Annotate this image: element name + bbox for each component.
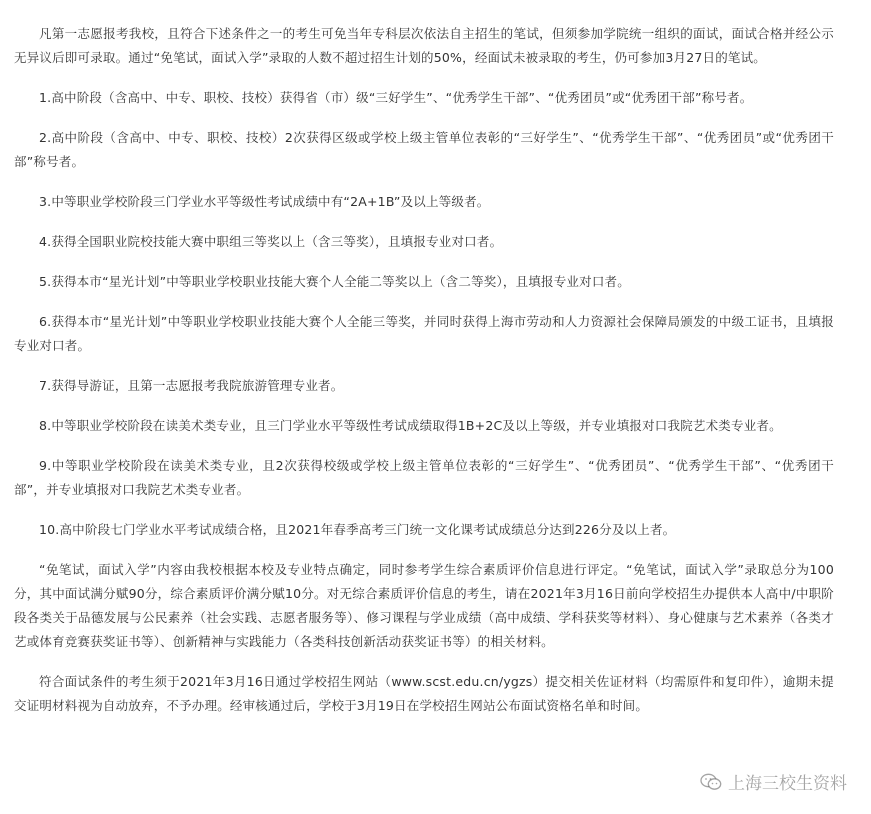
condition-item-7: 7.获得导游证，且第一志愿报考我院旅游管理专业者。 (39, 378, 344, 393)
condition-item-2: 2.高中阶段（含高中、中专、职校、技校）2次获得区级或学校上级主管单位表彰的“三好学生”、“优秀学生干部”、“优秀团员”或“优秀团干部”称号者。 (14, 130, 834, 169)
condition-item-9: 9.中等职业学校阶段在读美术类专业，且2次获得校级或学校上级主管单位表彰的“三好学生”、“优秀团员”、“优秀学生干部”、“优秀团干部”，并专业填报对口我院艺术类专业者。 (14, 458, 834, 497)
condition-item-6: 6.获得本市“星光计划”中等职业学校职业技能大赛个人全能三等奖，并同时获得上海市劳动和人力资源社会保障局颁发的中级工证书，且填报专业对口者。 (14, 314, 834, 353)
wechat-icon (700, 773, 722, 791)
condition-item-3: 3.中等职业学校阶段三门学业水平等级性考试成绩中有“2A+1B”及以上等级者。 (39, 194, 490, 209)
watermark (700, 769, 847, 794)
condition-item-4: 4.获得全国职业院校技能大赛中职组三等奖以上（含三等奖），且填报专业对口者。 (39, 234, 503, 249)
article-body (14, 22, 834, 734)
submission-paragraph: 符合面试条件的考生须于2021年3月16日通过学校招生网站（www.scst.edu.cn/ygzs）提交相关佐证材料（均需原件和复印件），逾期未提交证明材料视为自动放弃，不予办理。经审核通过后，学校于3月19日在学校招生网站公布面试资格名单和时间。 (14, 674, 834, 713)
watermark-text: 上海三校生资料 (728, 774, 847, 794)
condition-item-8: 8.中等职业学校阶段在读美术类专业，且三门学业水平等级性考试成绩取得1B+2C及以上等级，并专业填报对口我院艺术类专业者。 (39, 418, 782, 433)
condition-item-1: 1.高中阶段（含高中、中专、职校、技校）获得省（市）级“三好学生”、“优秀学生干部”、“优秀团员”或“优秀团干部”称号者。 (39, 90, 753, 105)
condition-item-10: 10.高中阶段七门学业水平考试成绩合格，且2021年春季高考三门统一文化课考试成绩总分达到226分及以上者。 (39, 522, 676, 537)
intro-paragraph: 凡第一志愿报考我校，且符合下述条件之一的考生可免当年专科层次依法自主招生的笔试，但须参加学院统一组织的面试，面试合格并经公示无异议后即可录取。通过“免笔试，面试入学”录取的人数不超过招生计划的50%，经面试未被录取的考生，仍可参加3月27日的笔试。 (14, 26, 834, 65)
scoring-paragraph: “免笔试，面试入学”内容由我校根据本校及专业特点确定，同时参考学生综合素质评价信息进行评定。“免笔试，面试入学”录取总分为100分，其中面试满分赋90分，综合素质评价满分赋10分。对无综合素质评价信息的考生，请在2021年3月16日前向学校招生办提供本人高中/中职阶段各类关于品德发展与公民素养（社会实践、志愿者服务等）、修习课程与学业成绩（高中成绩、学科获奖等材料）、身心健康与艺术素养（各类才艺或体育竞赛获奖证书等）、创新精神与实践能力（各类科技创新活动获奖证书等）的相关材料。 (14, 562, 834, 649)
condition-item-5: 5.获得本市“星光计划”中等职业学校职业技能大赛个人全能二等奖以上（含二等奖），且填报专业对口者。 (39, 274, 630, 289)
